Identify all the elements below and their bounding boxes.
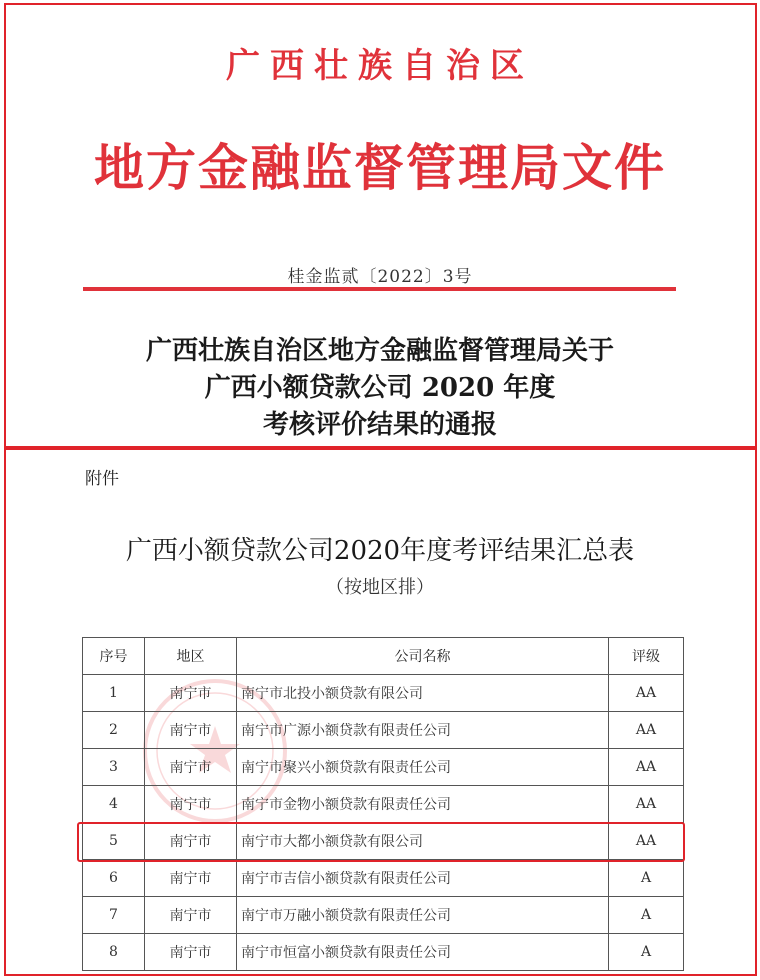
row-region: 南宁市	[145, 934, 237, 971]
notice-title-line-3: 考核评价结果的通报	[262, 410, 497, 440]
document-number: 桂金监贰〔2022〕3号	[287, 267, 473, 287]
row-rating: AA	[609, 675, 684, 712]
row-rating: AA	[609, 749, 684, 786]
row-rating: AA	[609, 786, 684, 823]
row-region: 南宁市	[145, 786, 237, 823]
row-region: 南宁市	[145, 675, 237, 712]
table-row	[83, 860, 684, 897]
row-region: 南宁市	[145, 897, 237, 934]
summary-table-title: 广西小额贷款公司2020年度考评结果汇总表	[125, 536, 635, 566]
row-rating: AA	[609, 823, 684, 860]
row-number: 8	[83, 934, 145, 971]
row-rating: A	[609, 934, 684, 971]
row-company: 南宁市广源小额贷款有限责任公司	[237, 712, 609, 749]
table-header-row	[83, 638, 684, 675]
row-region: 南宁市	[145, 712, 237, 749]
table-row	[83, 897, 684, 934]
row-number: 1	[83, 675, 145, 712]
table-row	[83, 786, 684, 823]
header-company-name: 公司名称	[237, 638, 609, 675]
notice-title-line-1: 广西壮族自治区地方金融监督管理局关于	[145, 336, 614, 366]
notice-title-line-2: 广西小额贷款公司 2020 年度	[204, 373, 556, 403]
issuer-line-1: 广西壮族自治区	[226, 46, 534, 86]
row-5-highlight-box	[77, 822, 685, 862]
table-row	[83, 749, 684, 786]
red-divider	[83, 287, 676, 291]
header-rating: 评级	[609, 638, 684, 675]
row-region: 南宁市	[145, 749, 237, 786]
row-rating: A	[609, 897, 684, 934]
row-rating: AA	[609, 712, 684, 749]
row-number: 5	[83, 823, 145, 860]
row-company: 南宁市万融小额贷款有限责任公司	[237, 897, 609, 934]
table-row	[83, 934, 684, 971]
summary-table-subtitle: （按地区排）	[326, 577, 434, 598]
header-region: 地区	[145, 638, 237, 675]
row-number: 2	[83, 712, 145, 749]
header-serial-number: 序号	[83, 638, 145, 675]
row-company: 南宁市恒富小额贷款有限责任公司	[237, 934, 609, 971]
table-row	[83, 712, 684, 749]
row-company: 南宁市金物小额贷款有限责任公司	[237, 786, 609, 823]
row-rating: A	[609, 860, 684, 897]
row-number: 6	[83, 860, 145, 897]
row-company: 南宁市吉信小额贷款有限责任公司	[237, 860, 609, 897]
row-company: 南宁市大都小额贷款有限公司	[237, 823, 609, 860]
row-number: 7	[83, 897, 145, 934]
table-row	[83, 675, 684, 712]
rating-summary-table	[82, 637, 684, 971]
row-region: 南宁市	[145, 860, 237, 897]
row-region: 南宁市	[145, 823, 237, 860]
row-company: 南宁市聚兴小额贷款有限责任公司	[237, 749, 609, 786]
row-number: 3	[83, 749, 145, 786]
row-number: 4	[83, 786, 145, 823]
attachment-label: 附件	[85, 469, 119, 489]
row-company: 南宁市北投小额贷款有限公司	[237, 675, 609, 712]
issuer-line-2: 地方金融监督管理局文件	[94, 138, 666, 197]
